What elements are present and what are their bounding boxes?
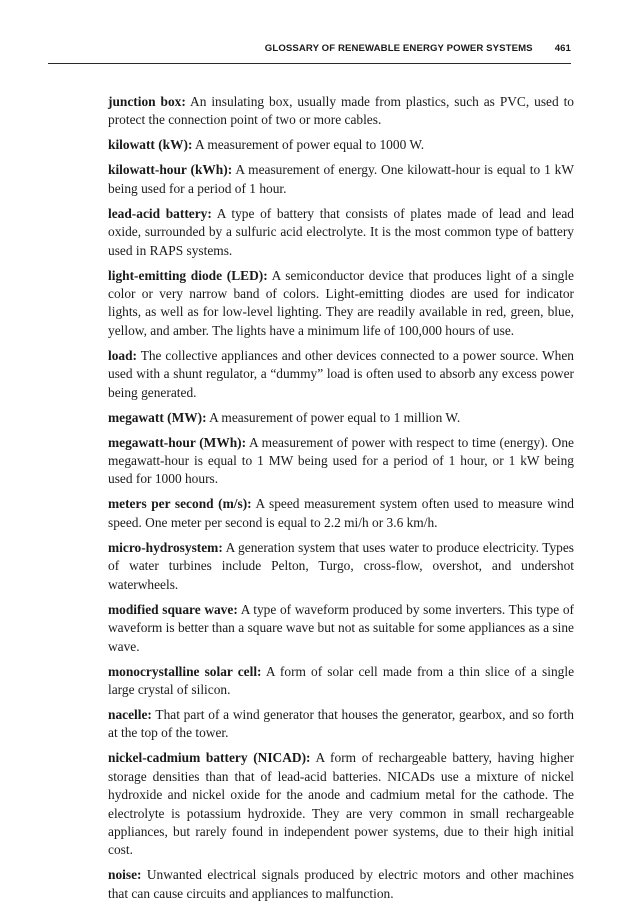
glossary-entry-modified-square-wave — [108, 601, 574, 656]
glossary-term: nacelle: — [108, 706, 152, 722]
glossary-entry-noise — [108, 866, 574, 903]
glossary-term: nickel-cadmium battery (NICAD): — [108, 750, 311, 766]
glossary-entry-kilowatt — [108, 136, 574, 154]
glossary-term: kilowatt (kW): — [108, 137, 193, 153]
glossary-definition: A type of waveform produced by some inverters. This type of waveform is better than a square wave but not as suitable for some appliances as a sine wave. — [108, 601, 574, 654]
glossary-definition: A form of solar cell made from a thin slice of a single large crystal of silicon. — [108, 663, 575, 697]
glossary-definition: A speed measurement system often used to measure wind speed. One meter per second is equal to 2.2 mi/h or 3.6 km/h. — [108, 496, 574, 530]
glossary-entry-micro-hydrosystem — [108, 539, 574, 594]
glossary-entry-junction-box — [108, 93, 574, 130]
glossary-term: light-emitting diode (LED): — [108, 267, 268, 283]
glossary-term: megawatt (MW): — [108, 409, 207, 425]
glossary-entry-nicad — [108, 749, 574, 859]
glossary-term: megawatt-hour (MWh): — [108, 434, 247, 450]
glossary-definition: The collective appliances and other devices connected to a power source. When used with a shunt regulator, a “dummy” load is often used to absorb any excess power being generated. — [108, 347, 574, 400]
glossary-term: lead-acid battery: — [108, 205, 212, 221]
glossary-definition: A type of battery that consists of plates made of lead and lead oxide, surrounded by a sulfuric acid electrolyte. It is the most common type of battery used in RAPS systems. — [108, 205, 575, 258]
glossary-term: modified square wave: — [108, 601, 238, 617]
glossary-definition: A measurement of power with respect to time (energy). One megawatt-hour is equal to 1 MW being used for a period of 1 hour, or 1 kW being used for 1000 hours. — [108, 434, 574, 487]
glossary-definition: That part of a wind generator that houses the generator, gearbox, and so forth at the top of the tower. — [108, 706, 574, 741]
glossary-term: micro-hydrosystem: — [108, 539, 223, 555]
glossary-definition: A measurement of energy. One kilowatt-hour is equal to 1 kW being used for a period of 1 hour. — [108, 162, 574, 196]
glossary-entry-megawatt-hour — [108, 434, 574, 489]
glossary-entry-kilowatt-hour — [108, 161, 574, 198]
running-title: GLOSSARY OF RENEWABLE ENERGY POWER SYSTEMS — [264, 43, 533, 54]
glossary-term: meters per second (m/s): — [108, 496, 252, 512]
glossary-entry-load — [108, 347, 574, 402]
glossary-term: noise: — [108, 867, 142, 883]
running-header — [48, 43, 571, 64]
glossary-definition: A generation system that uses water to produce electricity. Types of water turbines include Pelton, Turgo, cross-flow, overshot, and undershot waterwheels. — [108, 539, 574, 592]
glossary-definition: A form of rechargeable battery, having higher storage densities than that of lead-acid batteries. NICADs use a mixture of nickel hydroxide and nickel oxide for the anode and cadmium metal for the cathode. The electrolyte is potassium hydroxide. They are very common in small rechargeable appliances, but rarely found in independent power systems, due to their high initial cost. — [108, 750, 575, 858]
glossary-entry-lead-acid-battery — [108, 205, 574, 260]
glossary-term: load: — [108, 347, 138, 363]
glossary-definition: A semiconductor device that produces light of a single color or very narrow band of colors. Light-emitting diodes are used for indicator lights, as well as for low-level lighting. They are readily available in red, green, blue, yellow, and amber. The lights have a minimum life of 100,000 hours of use. — [108, 267, 574, 338]
glossary-definition: A measurement of power equal to 1 million W. — [209, 409, 461, 425]
glossary-term: kilowatt-hour (kWh): — [108, 162, 233, 178]
glossary-entry-nacelle — [108, 706, 574, 743]
glossary-entry-meters-per-second — [108, 495, 574, 532]
glossary-definition: A measurement of power equal to 1000 W. — [195, 137, 425, 153]
glossary-term: monocrystalline solar cell: — [108, 663, 262, 679]
glossary-definition: Unwanted electrical signals produced by electric motors and other machines that can cause circuits and appliances to malfunction. — [108, 867, 574, 901]
glossary-entry-megawatt — [108, 409, 574, 427]
glossary-term: junction box: — [108, 94, 186, 109]
glossary-entry-monocrystalline-solar-cell — [108, 663, 574, 700]
glossary-list — [108, 93, 574, 910]
page-number: 461 — [554, 43, 571, 54]
glossary-definition: An insulating box, usually made from plastics, such as PVC, used to protect the connection point of two or more cables. — [108, 94, 575, 128]
glossary-entry-led — [108, 267, 574, 341]
